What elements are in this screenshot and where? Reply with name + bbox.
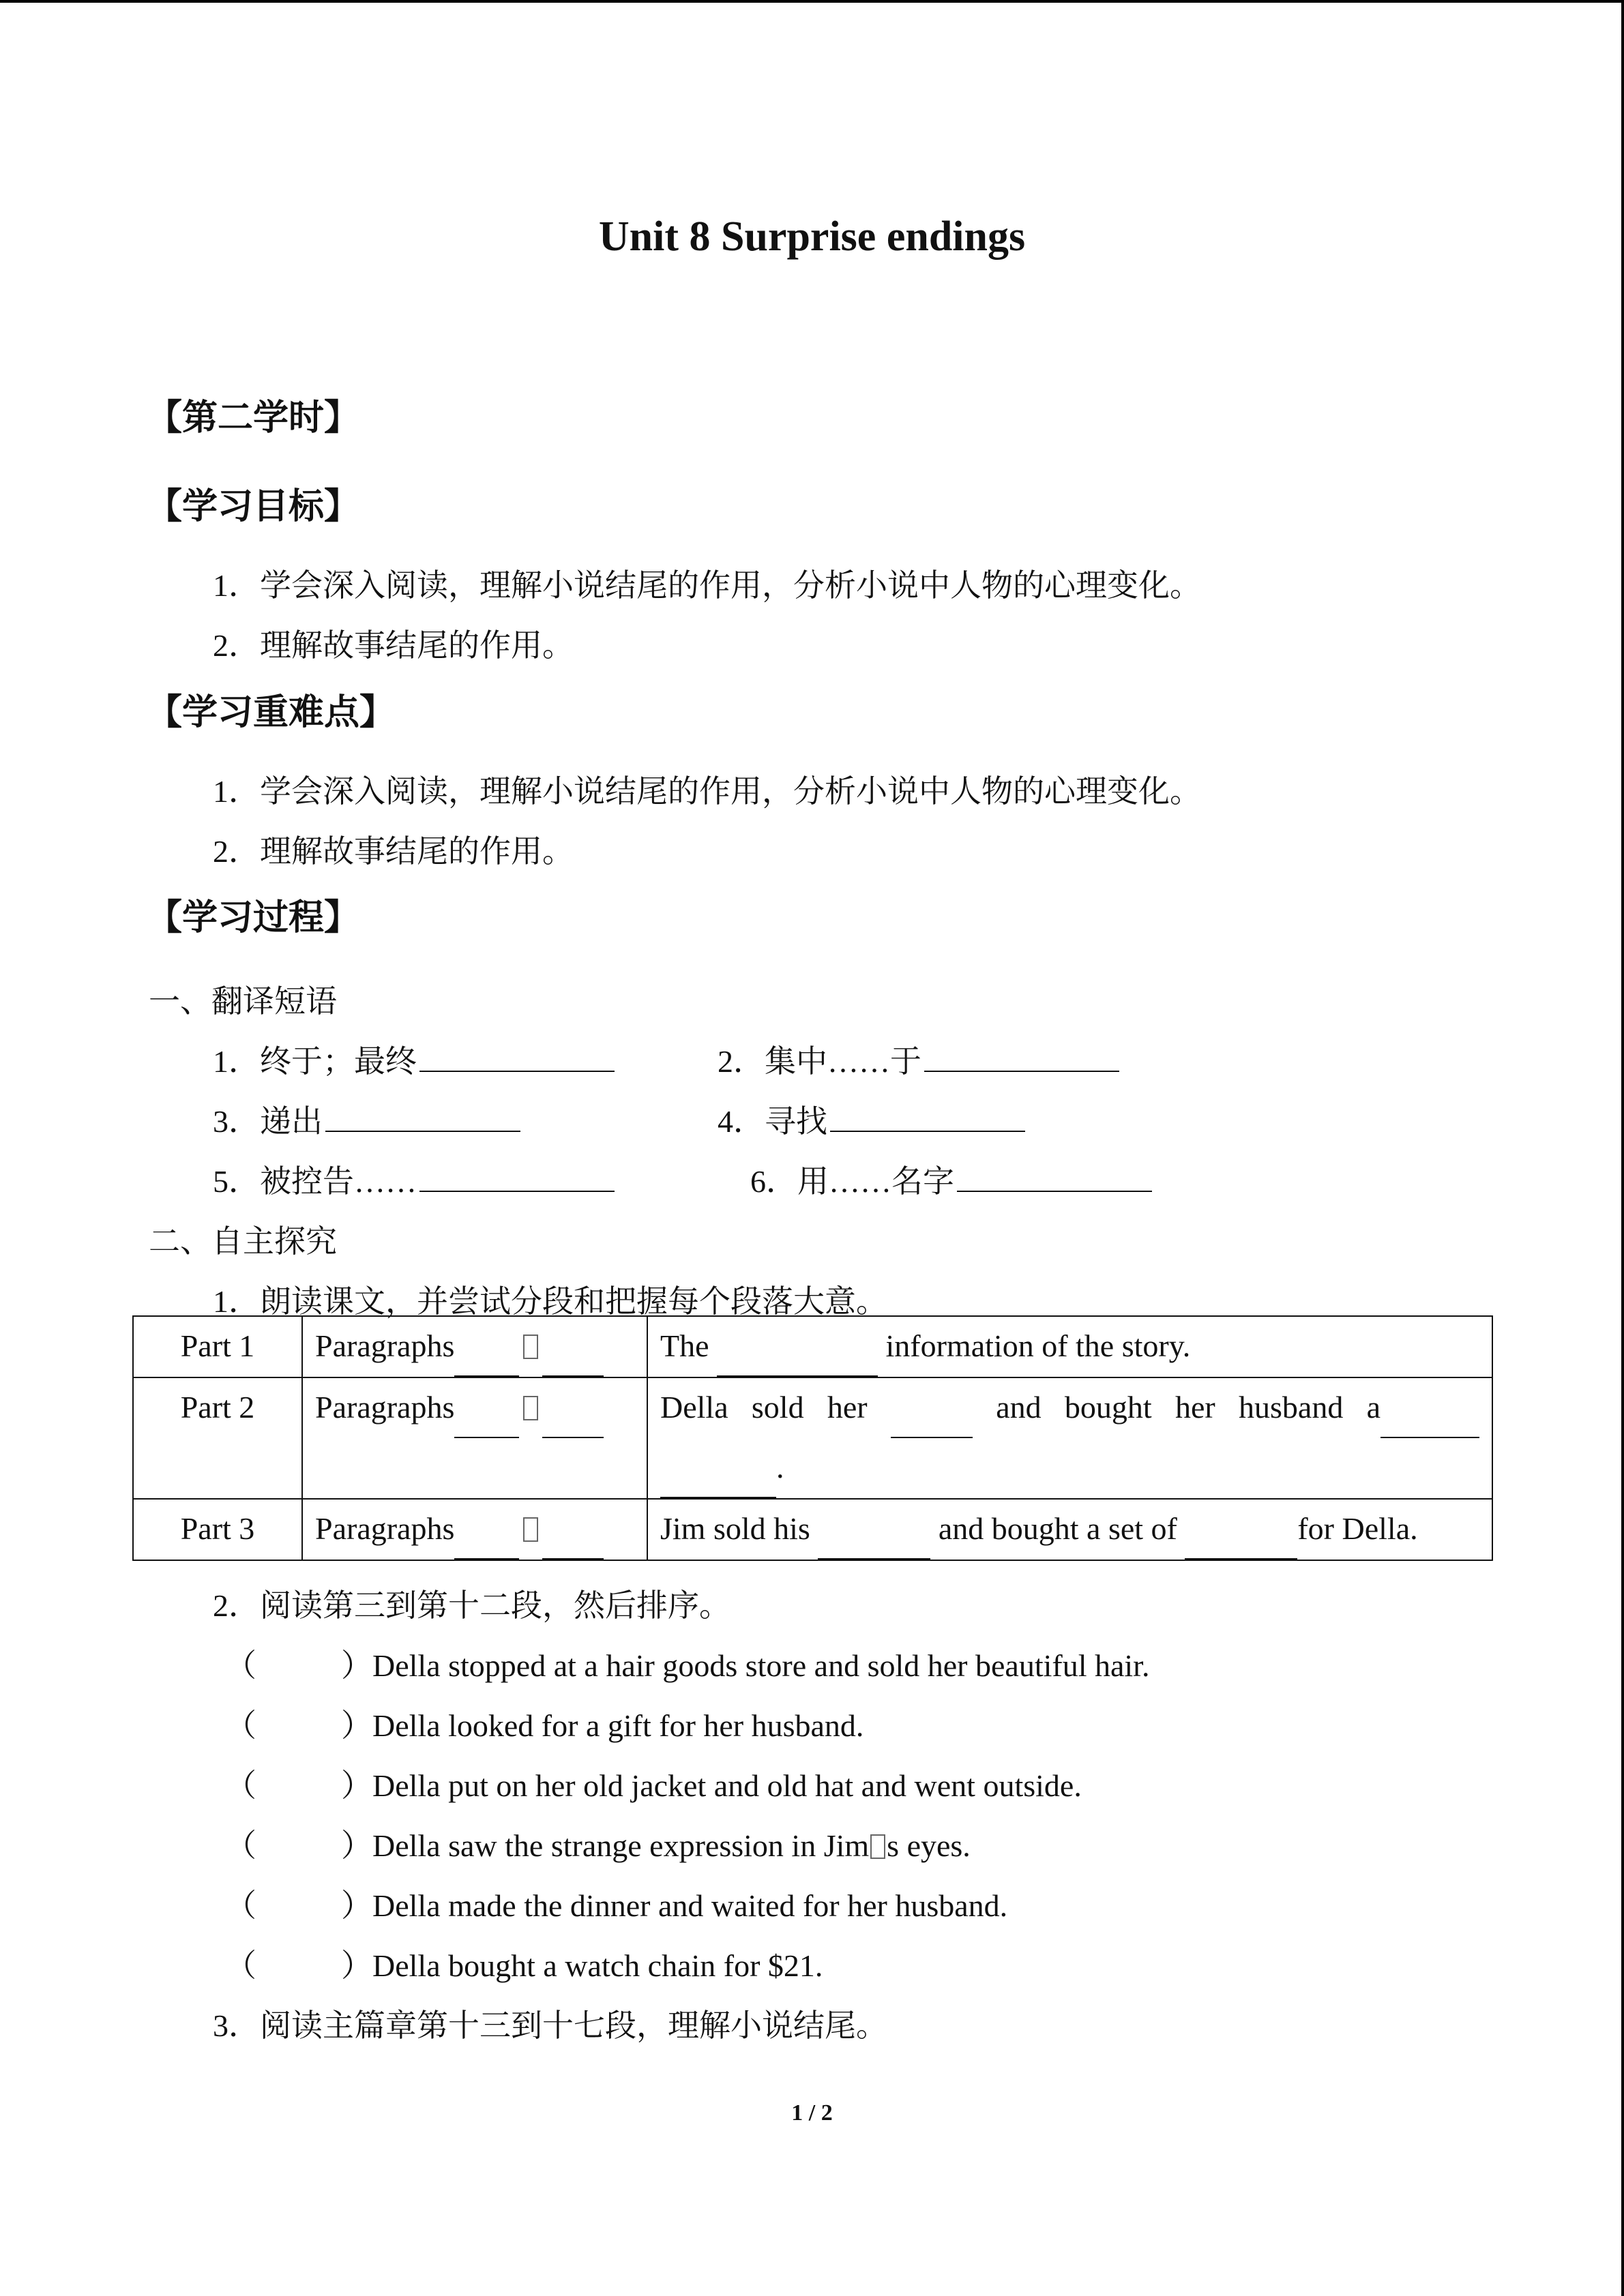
answer-blank[interactable] <box>542 1317 604 1377</box>
answer-blank[interactable] <box>419 1070 615 1072</box>
order-text: ）Della saw the strange expression in Jim <box>341 1828 870 1863</box>
order-text: s eyes. <box>887 1828 971 1863</box>
paragraphs-cell <box>302 1316 647 1377</box>
part-cell: Part 3 <box>133 1499 302 1560</box>
answer-blank[interactable] <box>1185 1500 1297 1560</box>
paragraph-table <box>132 1315 1493 1561</box>
phrase-item <box>750 1157 1152 1202</box>
paragraphs-label: Paragraphs <box>315 1328 455 1363</box>
order-slot[interactable]: （ <box>225 1708 256 1743</box>
content-text: The <box>660 1328 709 1363</box>
missing-glyph-icon <box>523 1335 538 1359</box>
order-slot[interactable]: （ <box>225 1768 256 1803</box>
order-item <box>225 1641 1149 1686</box>
answer-blank[interactable] <box>660 1438 776 1498</box>
phrase-text: 3．递出 <box>213 1104 323 1139</box>
order-slot[interactable]: （ <box>225 1888 256 1923</box>
content-cell <box>647 1316 1492 1377</box>
page-right-border <box>1621 0 1624 2296</box>
phrase-text: 5．被控告…… <box>213 1164 417 1199</box>
phrase-item <box>213 1037 615 1082</box>
section-key-points: 【学习重难点】 <box>147 692 396 733</box>
answer-blank[interactable] <box>830 1130 1025 1132</box>
content-cell: Della sold her and bought her husband a . <box>647 1377 1492 1499</box>
missing-glyph-icon <box>523 1396 538 1420</box>
phrase-text: 1．终于；最终 <box>213 1044 417 1079</box>
order-item <box>225 1761 1082 1806</box>
answer-blank[interactable] <box>1381 1378 1479 1438</box>
content-text: information of the story. <box>885 1328 1191 1363</box>
order-slot[interactable]: （ <box>225 1948 256 1983</box>
answer-blank[interactable] <box>542 1500 604 1560</box>
phrase-text: 4．寻找 <box>718 1104 827 1139</box>
paragraphs-cell <box>302 1377 647 1499</box>
phrase-item <box>213 1157 615 1202</box>
task-1: 1．朗读课文，并尝试分段和把握每个段落大意。 <box>213 1284 887 1319</box>
phrase-text: 2．集中……于 <box>718 1044 921 1079</box>
answer-blank[interactable] <box>454 1500 519 1560</box>
order-item <box>225 1821 971 1866</box>
order-item <box>225 1881 1007 1926</box>
task-3: 3．阅读主篇章第十三到十七段，理解小说结尾。 <box>213 2008 887 2043</box>
answer-blank[interactable] <box>924 1070 1119 1072</box>
part-cell: Part 1 <box>133 1316 302 1377</box>
answer-blank[interactable] <box>542 1378 604 1438</box>
order-text: ）Della looked for a gift for her husband. <box>341 1708 864 1743</box>
page-number: 1 / 2 <box>791 2100 833 2126</box>
part-one-heading: 一、翻译短语 <box>149 984 337 1019</box>
content-text: for Della. <box>1297 1511 1418 1546</box>
content-text: Della sold her <box>660 1390 868 1425</box>
answer-blank[interactable] <box>454 1317 519 1377</box>
paragraphs-label: Paragraphs <box>315 1390 455 1425</box>
page-title: Unit 8 Surprise endings <box>598 213 1026 260</box>
paragraphs-cell <box>302 1499 647 1560</box>
answer-blank[interactable] <box>717 1317 878 1377</box>
missing-glyph-icon <box>523 1517 538 1542</box>
page-top-border <box>0 0 1624 3</box>
answer-blank[interactable] <box>454 1378 519 1438</box>
phrase-text: 6．用……名字 <box>750 1164 954 1199</box>
key-point-item: 2．理解故事结尾的作用。 <box>213 834 574 869</box>
part-cell: Part 2 <box>133 1377 302 1499</box>
missing-glyph-icon <box>870 1834 885 1859</box>
content-text: Jim sold his <box>660 1511 810 1546</box>
order-text: ）Della put on her old jacket and old hat and went outside. <box>341 1768 1082 1803</box>
answer-blank[interactable] <box>325 1130 520 1132</box>
table-row <box>133 1377 1492 1499</box>
part-two-heading: 二、自主探究 <box>149 1224 337 1259</box>
order-item <box>225 1941 823 1986</box>
order-slot[interactable]: （ <box>225 1648 256 1683</box>
content-cell <box>647 1499 1492 1560</box>
table-row <box>133 1316 1492 1377</box>
order-text: ）Della bought a watch chain for $21. <box>341 1948 823 1983</box>
order-slot[interactable]: （ <box>225 1828 256 1863</box>
content-text: and bought her husband a <box>996 1390 1381 1425</box>
key-point-item: 1．学会深入阅读，理解小说结尾的作用，分析小说中人物的心理变化。 <box>213 774 1201 809</box>
phrase-item <box>718 1097 1025 1142</box>
objective-item: 1．学会深入阅读，理解小说结尾的作用，分析小说中人物的心理变化。 <box>213 568 1201 603</box>
order-text: ）Della stopped at a hair goods store and sold her beautiful hair. <box>341 1648 1150 1683</box>
order-text: ）Della made the dinner and waited for her husband. <box>341 1888 1008 1923</box>
objective-item: 2．理解故事结尾的作用。 <box>213 628 574 663</box>
phrase-item <box>213 1097 520 1142</box>
section-objectives: 【学习目标】 <box>147 486 360 527</box>
task-2: 2．阅读第三到第十二段，然后排序。 <box>213 1588 730 1623</box>
paragraphs-label: Paragraphs <box>315 1511 455 1546</box>
answer-blank[interactable] <box>891 1378 973 1438</box>
answer-blank[interactable] <box>818 1500 930 1560</box>
phrase-item <box>718 1037 1119 1082</box>
answer-blank[interactable] <box>957 1190 1152 1192</box>
content-text: and bought a set of <box>938 1511 1177 1546</box>
answer-blank[interactable] <box>419 1190 615 1192</box>
table-row <box>133 1499 1492 1560</box>
section-process: 【学习过程】 <box>147 897 360 938</box>
order-item <box>225 1701 863 1746</box>
section-lesson: 【第二学时】 <box>147 398 360 438</box>
